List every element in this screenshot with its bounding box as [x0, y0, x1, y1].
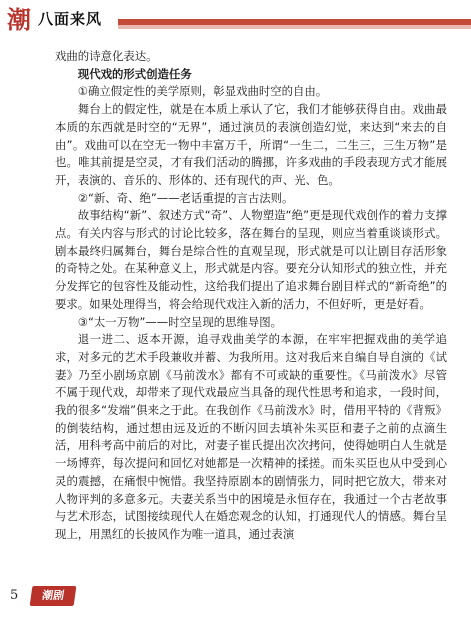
- paragraph: 故事结构“新”、叙述方式“奇”、人物塑造“绝”更是现代戏创作的着力支撑点。有关内容与形式的讨论比较多，落在舞台的呈现，则应当着重谈谈形式。剧本最终归属舞台，舞台是综合性的直观呈现，形式就是可以让剧目存活形象的奇特之处。在某种意义上，形式就是内容。要充分认知形式的独立性，并充分发挥它的包容性及能动性，这给我们提出了追求舞台剧目样式的“新奇绝”的要求。如果处理得当，将会给现代戏注入新的活力，不但好听，更是好看。: [55, 208, 447, 311]
- header-decor-band-light: [118, 25, 471, 29]
- paragraph: ②“新、奇、绝”——老话重提的言古法则。: [77, 190, 294, 205]
- section-title: 八面来风: [38, 10, 103, 28]
- paragraph: 退一进二、返本开源，追寻戏曲美学的本源，在牢牢把握戏曲的美学追求，对多元的艺术手段兼收并蓄、为我所用。这对我后来自编自导自演的《试妻》乃至小剧场京剧《马前泼水》都有不可或缺的重要性。《马前泼水》尽管不属于现代戏，却带来了现代戏最应当具备的现代性思考和追求，一段时间，我的很多“发端”俱来之于此。在我创作《马前泼水》时，借用平特的《背叛》的倒装结构，通过想由远及近的不断闪回去填补朱买臣和妻子之前的点滴生活，用科考高中前后的对比，对妻子崔氏提出次次拷问，使得她明白人生就是一场博弈，每次提问和回忆对她都是一次精神的揉搓。而朱买臣也从中受到心灵的震撼，在痛恨中惋惜。我坚持原剧本的剧情张力，同时把它放大，带来对人物评判的多意多元。夫妻关系当中的困境是永恒存在，我通过一个古老故事与艺术形态，试图接续现代人在婚恋观念的认知，打通现代人的情感。舞台呈现上，用黑红的长披风作为唯一道具，通过表演: [55, 332, 447, 541]
- article-body: [55, 48, 447, 544]
- page-header: [0, 0, 471, 40]
- footer-logo: 潮剧: [30, 586, 77, 606]
- magazine-logo-icon: 潮: [7, 5, 31, 34]
- subheading: 现代戏的形式创造任务: [77, 66, 192, 81]
- paragraph: ①确立假定性的美学原则，彰显戏曲时空的自由。: [77, 84, 328, 99]
- paragraph: 舞台上的假定性，就是在本质上承认了它，我们才能够获得自由。戏曲最本质的东西就是时空的“无界”，通过演员的表演创造幻觉，来达到“来去的自由”。戏曲可以在空无一物中丰富万千，所谓“一生二，二生三，三生万物”是也。唯其前提是空灵，才有我们活动的腾挪，许多戏曲的手段表现方式才能展开，表演的、音乐的、形体的、还有现代的声、光、色。: [55, 102, 447, 187]
- page-number: 5: [10, 588, 19, 603]
- paragraph: 戏曲的诗意化表达。: [55, 49, 158, 63]
- paragraph: ③“太一万物”——时空呈现的思维导图。: [77, 314, 283, 329]
